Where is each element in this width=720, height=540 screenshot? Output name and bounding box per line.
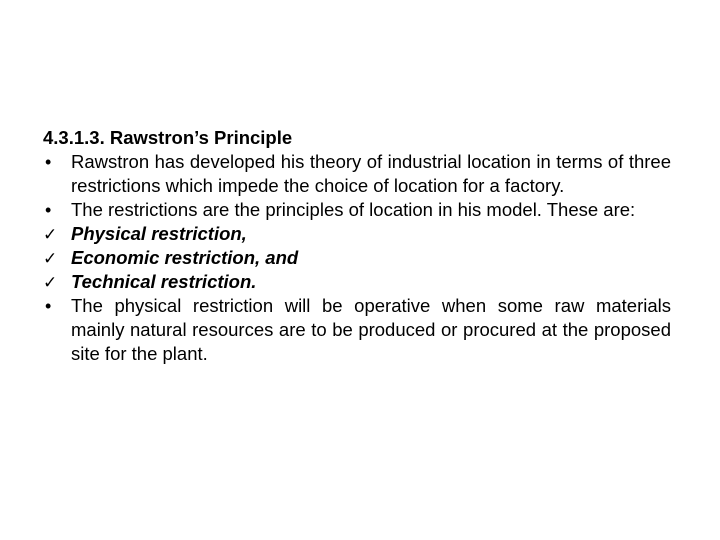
check-text: Physical restriction, [71,223,247,244]
check-text: Technical restriction. [71,271,257,292]
bullet-icon: • [45,152,52,172]
bullet-icon: • [45,200,52,220]
checkmark-icon: ✓ [43,249,58,268]
checkmark-icon: ✓ [43,273,58,292]
check-item-3 [43,270,671,294]
bullet-item-3 [43,294,671,366]
check-item-2 [43,246,671,270]
bullet-item-1 [43,150,671,198]
bullet-text: Rawstron has developed his theory of industrial location in terms of three restrictions which impede the choice of location for a factory. [71,151,671,196]
bullet-item-2 [43,198,671,222]
check-text: Economic restriction, and [71,247,299,268]
section-heading: 4.3.1.3. Rawstron’s Principle [43,127,293,148]
checkmark-icon: ✓ [43,225,58,244]
bullet-icon: • [45,296,52,316]
bullet-text: The physical restriction will be operative when some raw materials mainly natural resources are to be produced or procured at the proposed site for the plant. [71,295,671,364]
check-item-1 [43,222,671,246]
bullet-text: The restrictions are the principles of location in his model. These are: [71,199,636,220]
slide-content [43,126,671,366]
